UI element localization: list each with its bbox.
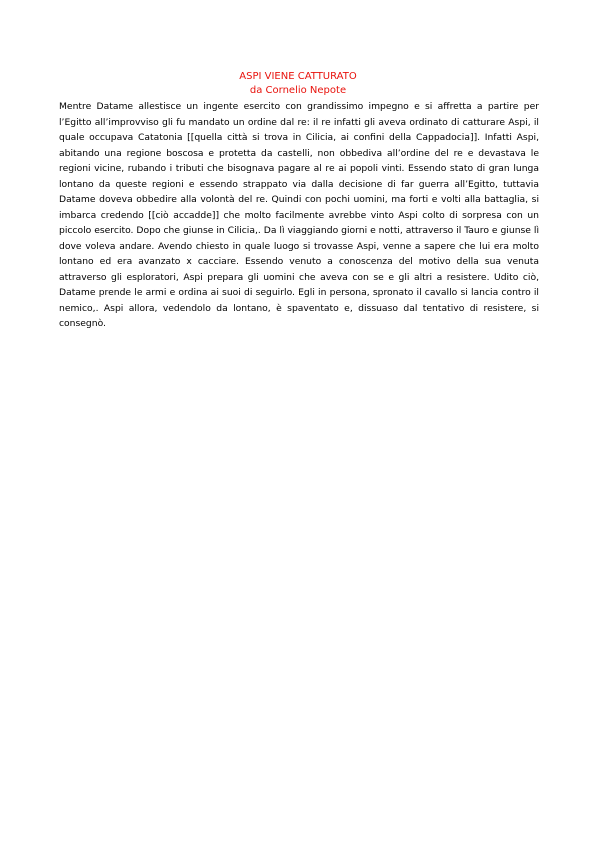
body-paragraph: Mentre Datame allestisce un ingente esercito con grandissimo impegno e si affretta a partire per l’Egitto all’improvviso gli fu mandato un ordine dal re: il re infatti gli aveva ordinato di catturare Aspi, il quale occupava Catatonia [[quella città si trova in Cilicia, ai confini della Cappadocia]]. Infatti Aspi, abitando una regione boscosa e protetta da castelli, non obbediva all’ordine del re e devastava le regioni vicine, rubando i tributi che bisognava pagare al re ai popoli vinti. Essendo stato di gran lunga lontano da queste regioni e essendo strappato via dalla decisione di far guerra all’Egitto, tuttavia Datame doveva obbedire alla volontà del re. Quindi con pochi uomini, ma forti e volti alla battaglia, si imbarca credendo [[ciò accadde]] che molto facilmente avrebbe vinto Aspi colto di sorpresa con un piccolo esercito. Dopo che giunse in Cilicia,. Da lì viaggiando giorni e notti, attraverso il Tauro e giunse lì dove voleva andare. Avendo chiesto in quale luogo si trovasse Aspi, venne a sapere che lui era molto lontano ed era avanzato x cacciare. Essendo venuto a conoscenza del motivo della sua venuta attraverso gli esploratori, Aspi prepara gli uomini che aveva con se e gli altri a resistere. Udito ciò, Datame prende le armi e ordina ai suoi di seguirlo. Egli in persona, spronato il cavallo si lancia contro il nemico,. Aspi allora, vedendolo da lontano, è spaventato e, dissuaso dal tentativo di resistere, si consegnò. bbox=[59, 101, 539, 329]
title-block bbox=[0, 70, 596, 98]
document-subtitle: da Cornelio Nepote bbox=[249, 85, 347, 96]
document-title: ASPI VIENE CATTURATO bbox=[239, 71, 357, 82]
